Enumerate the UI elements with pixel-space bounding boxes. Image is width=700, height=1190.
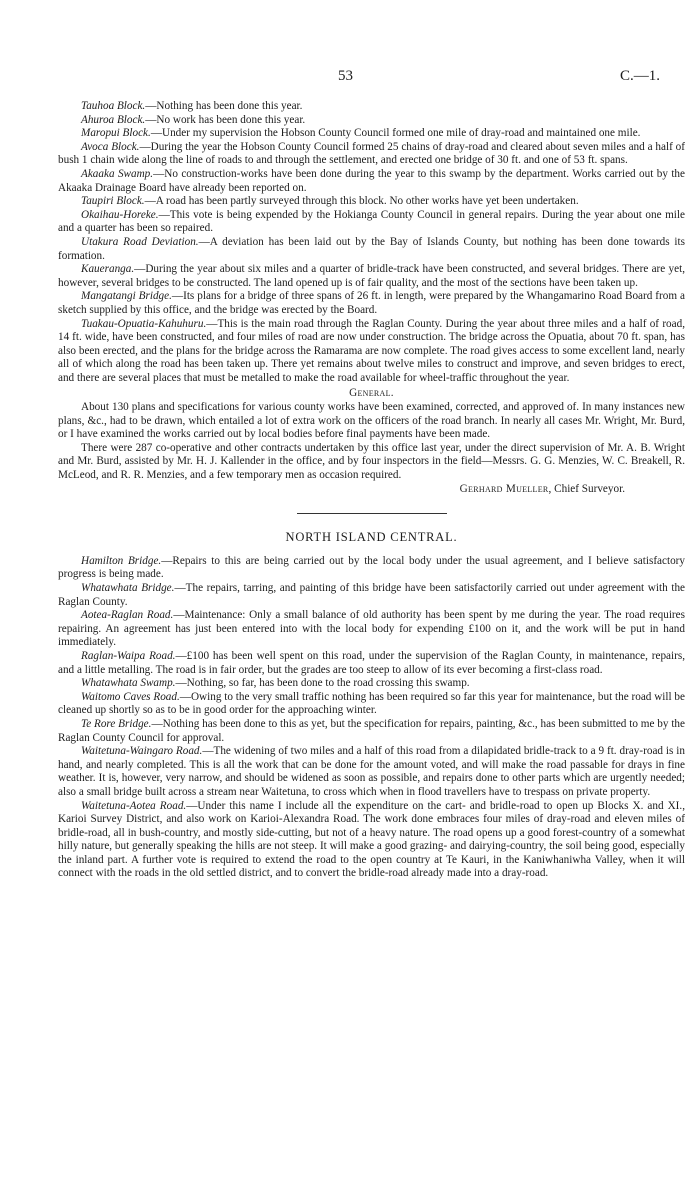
- entry-text: —No construction-works have been done during the year to this swamp by the department. Works carried out by the Akaaka Drainage Board have already been reported on.: [58, 167, 685, 194]
- entry-title: Tauhoa Block.: [81, 100, 146, 112]
- entry-title: Tuakau-Opuatia-Kahuhuru.: [81, 317, 207, 330]
- report-entry: [58, 209, 685, 236]
- page-number: 53: [338, 68, 353, 84]
- report-entry: [58, 195, 685, 209]
- section-divider: [297, 513, 447, 514]
- report-entry: [58, 127, 685, 141]
- signature-title: , Chief Surveyor.: [548, 482, 625, 495]
- entry-title: Whatawhata Swamp.: [81, 677, 176, 690]
- entry-title: Waitetuna-Waingaro Road.: [81, 745, 203, 758]
- report-entry: [58, 141, 685, 168]
- entry-title: Akaaka Swamp.: [81, 167, 154, 180]
- report-entry: [58, 800, 685, 882]
- entry-text: —Owing to the very small traffic nothing has been required so far this year for maintenance, but the road will be cleaned up shortly so as to be in good order for the approaching winter.: [58, 690, 685, 717]
- entry-title: Mangatangi Bridge.: [81, 290, 172, 303]
- entry-text: —During the year the Hobson County Council formed 25 chains of dray-road and cleared about seven miles and a half of bush 1 chain wide along the line of roads to and through the settlement, and erected one bridge of 30 ft. and one of 53 ft. spans.: [58, 140, 685, 167]
- entry-text: —The repairs, tarring, and painting of this bridge have been satisfactorily carried out under agreement with the Raglan County.: [58, 582, 685, 608]
- report-entry: [58, 318, 685, 386]
- entry-title: Raglan-Waipa Road.: [81, 649, 176, 662]
- report-entry: [58, 555, 685, 582]
- report-entry: [58, 745, 685, 799]
- entry-text: —Nothing has been done to this as yet, but the specification for repairs, painting, &c., has been submitted to me by the Raglan County Council for approval.: [58, 717, 685, 744]
- entry-title: Aotea-Raglan Road.: [81, 609, 174, 622]
- signature-name: Gerhard Mueller: [459, 482, 549, 495]
- general-paragraph-2: There were 287 co-operative and other contracts undertaken by this office last year, under the direct supervision of Mr. A. B. Wright and Mr. Burd, assisted by Mr. H. J. Kallender in the office, and by four inspectors in the field—Messrs. G. G. Menzies, W. C. Breakell, R. McLeod, and R. R. Menzies, and a few temporary men as occasion required.: [58, 441, 685, 482]
- report-entry: [58, 290, 685, 317]
- entry-text: —Under my supervision the Hobson County Council formed one mile of dray-road and maintained one mile.: [150, 127, 641, 140]
- entry-text: —A road has been partly surveyed through this block. No other works have yet been undertaken.: [144, 195, 579, 208]
- entry-title: Hamilton Bridge.: [81, 554, 162, 567]
- report-entry: [58, 263, 685, 290]
- entry-text: —The widening of two miles and a half of this road from a dilapidated bridle-track to a 9 ft. dray-road is in hand, and nearly completed. This is all the work that can be done for the amount voted, and will make the road passable for drays in fine weather. It is, however, very narrow, and should be widened as soon as possible, and repairs done to other parts which are urgently needed; also a small bridge built across a stream near Waitetuna, to cross which when in flood travellers have to trespass on private property.: [58, 745, 685, 798]
- report-entry: [58, 114, 685, 128]
- general-paragraph-1: About 130 plans and specifications for various county works have been examined, corrected, and approved of. In many instances new plans, &c., had to be drawn, which entailed a lot of extra work on the officers of the road branch. In nearly all cases Mr. Wright, Mr. Burd, or I have examined the works carried out by local bodies before final payments have been made.: [58, 401, 685, 441]
- entry-title: Waitomo Caves Road.: [81, 690, 180, 703]
- entry-text: —Nothing, so far, has been done to the road crossing this swamp.: [175, 677, 470, 690]
- entry-text: —Its plans for a bridge of three spans of 26 ft. in length, were prepared by the Whangamarino Road Board from a sketch supplied by this office, and the bridge was erected by the Board.: [58, 290, 685, 316]
- entry-text: —Maintenance: Only a small balance of old authority has been spent by me during the year. The road requires repairing. An agreement has just been entered into with the local body for expending £100 on it, and the work will be put in hand immediately.: [58, 609, 685, 649]
- report-entry: [58, 718, 685, 745]
- entry-text: —£100 has been well spent on this road, under the supervision of the Raglan County, in maintenance, repairs, and a little metalling. The road is in fair order, but the grades are too steep to allow of its ever becoming a first-class road.: [58, 649, 685, 676]
- entry-title: Ahuroa Block.: [81, 113, 146, 126]
- signature: [58, 483, 685, 497]
- entry-title: Taupiri Block.: [81, 195, 145, 208]
- entry-text: —Under this name I include all the expenditure on the cart- and bridle-road to open up Blocks X. and XI., Karioi Survey District, and also work on Karioi-Alexandra Road. The work done embraces four miles of dray-road and eleven miles of bridle-road, all in bush-country, and mostly side-cutting, but not of a heavy nature. The road opens up a good forest-country of a somewhat hilly nature, but generally speaking the hills are not steep. It will make a good grazing- and dairying-country, the soil being good, especially the inland part. A further vote is required to extend the road to the open country at Te Kauri, in the Kaniwhaniwha Valley, when it will connect with the roads in the old settled district, and to convert the bridle-road already made into a dray-road.: [58, 799, 685, 880]
- entry-text: —This is the main road through the Raglan County. During the year about three miles and a half of road, 14 ft. wide, have been constructed, and four miles of road are now under construction. The bridge across the Opuatia, about 70 ft. span, has also been erected, and the plans for the bridge across the Ramarama are now complete. The road gives access to some excellent land, nearly all of which along the road has been taken up. There yet remains about twelve miles to construct and improve, and seven bridges to erect, and there are several places that must be metalled to make the road available for wheel-traffic throughout the year.: [58, 317, 685, 384]
- section-heading: NORTH ISLAND CENTRAL.: [285, 530, 458, 545]
- entry-text: —This vote is being expended by the Hokianga County Council in general repairs. During the year about one mile and a quarter has been so repaired.: [58, 208, 685, 235]
- page-body: [58, 100, 685, 881]
- document-reference: C.—1.: [620, 68, 661, 84]
- report-entry: [58, 236, 685, 263]
- block-reports: [58, 100, 685, 385]
- report-entry: [58, 677, 685, 691]
- entry-title: Utakura Road Deviation.: [81, 235, 199, 248]
- entry-text: —Repairs to this are being carried out by the local body under the usual agreement, and I believe satisfactory progress is being made.: [58, 554, 685, 581]
- entry-title: Kaueranga.: [81, 263, 135, 276]
- entry-title: Te Rore Bridge.: [81, 717, 152, 730]
- report-entry: [58, 650, 685, 677]
- report-entry: [58, 691, 685, 718]
- report-entry: [58, 582, 685, 609]
- entry-title: Maropui Block.: [81, 127, 151, 140]
- entry-text: —During the year about six miles and a quarter of bridle-track have been constructed, and several bridges. There are yet, however, several bridges to be constructed. The land opened up is of fair quality, and the most of the sections have been taken up.: [58, 263, 685, 289]
- report-entry: [58, 100, 685, 114]
- general-heading: General.: [349, 387, 394, 400]
- report-entry: [58, 168, 685, 195]
- entry-text: —No work has been done this year.: [145, 113, 306, 126]
- entry-title: Waitetuna-Aotea Road.: [81, 799, 187, 812]
- entry-title: Okaihau-Horeke.: [81, 208, 159, 221]
- entry-text: —A deviation has been laid out by the Bay of Islands County, but nothing has been done towards its formation.: [58, 235, 685, 262]
- north-island-central-reports: [58, 555, 685, 881]
- entry-title: Whatawhata Bridge.: [81, 582, 175, 594]
- entry-title: Avoca Block.: [81, 140, 140, 153]
- report-entry: [58, 609, 685, 650]
- entry-text: —Nothing has been done this year.: [145, 100, 303, 112]
